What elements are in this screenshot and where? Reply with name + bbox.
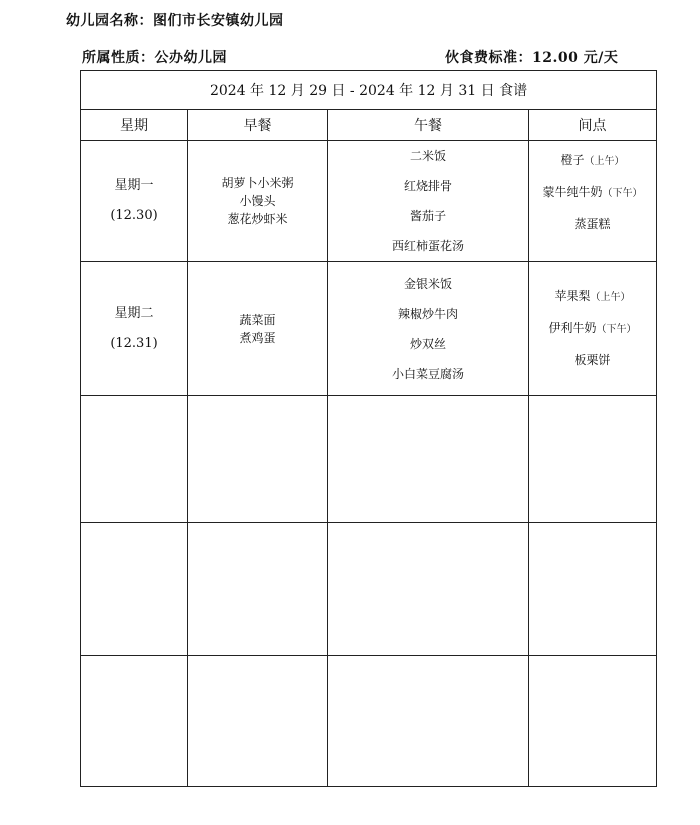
lunch-item: 酱茄子 <box>409 209 446 223</box>
lunch-item: 红烧排骨 <box>403 179 452 193</box>
empty-menu-row <box>81 656 657 787</box>
empty-cell <box>328 396 529 523</box>
lunch-item: 炒双丝 <box>409 336 446 351</box>
column-header-day: 星期 <box>81 110 188 141</box>
school-nature-line <box>82 47 227 67</box>
menu-row-monday <box>81 141 657 262</box>
snack-item: 板栗饼 <box>574 352 611 367</box>
day-cell <box>81 262 188 396</box>
fee-label: 伙食费标准： <box>445 50 532 66</box>
meal-fee-line <box>445 47 618 67</box>
empty-cell <box>529 396 657 523</box>
snack-item: 苹果梨（上午） <box>554 288 631 303</box>
menu-row-tuesday <box>81 262 657 396</box>
column-header-row <box>81 110 657 141</box>
date-range-row <box>81 71 657 110</box>
day-cell <box>81 141 188 262</box>
breakfast-item: 胡萝卜小米粥 <box>221 176 294 190</box>
breakfast-item: 煮鸡蛋 <box>239 330 276 345</box>
snack-time-note: （上午） <box>590 291 631 303</box>
breakfast-cell <box>188 262 328 396</box>
empty-cell <box>328 656 529 787</box>
snack-cell <box>529 262 657 396</box>
snack-time-note: （下午） <box>596 323 637 335</box>
column-header-breakfast: 早餐 <box>188 110 328 141</box>
empty-cell <box>81 523 188 656</box>
weekly-menu-table <box>80 70 657 787</box>
column-header-snack: 间点 <box>529 110 657 141</box>
day-name: 星期一 <box>114 178 154 193</box>
nature-label: 所属性质： <box>82 50 155 66</box>
empty-cell <box>188 523 328 656</box>
lunch-cell <box>328 262 529 396</box>
empty-cell <box>328 523 529 656</box>
school-name: 图们市长安镇幼儿园 <box>153 13 284 29</box>
snack-cell <box>529 141 657 262</box>
lunch-item: 二米饭 <box>409 149 446 163</box>
empty-cell <box>529 656 657 787</box>
empty-cell <box>81 396 188 523</box>
snack-time-note: （上午） <box>584 156 625 167</box>
snack-item: 蒸蛋糕 <box>574 217 611 231</box>
breakfast-item: 小馒头 <box>239 194 276 208</box>
snack-item: 蒙牛纯牛奶（下午） <box>542 185 643 199</box>
column-header-lunch: 午餐 <box>328 110 529 141</box>
lunch-item: 金银米饭 <box>403 276 452 291</box>
nature-value: 公办幼儿园 <box>154 50 227 66</box>
snack-time-note: （下午） <box>602 188 643 199</box>
lunch-cell <box>328 141 529 262</box>
empty-menu-row <box>81 396 657 523</box>
breakfast-item: 葱花炒虾米 <box>227 212 288 226</box>
school-label: 幼儿园名称： <box>66 13 153 29</box>
empty-cell <box>529 523 657 656</box>
lunch-item: 辣椒炒牛肉 <box>397 306 458 321</box>
day-name: 星期二 <box>114 305 154 321</box>
lunch-item: 小白菜豆腐汤 <box>391 366 464 381</box>
date-range-title: 2024 年 12 月 29 日 - 2024 年 12 月 31 日 食谱 <box>81 71 657 110</box>
day-date: (12.31) <box>110 335 158 351</box>
empty-cell <box>188 656 328 787</box>
school-name-line <box>66 10 284 30</box>
empty-cell <box>81 656 188 787</box>
day-date: (12.30) <box>110 208 158 223</box>
fee-value: 12.00 <box>532 50 579 66</box>
lunch-item: 西红柿蛋花汤 <box>391 239 464 253</box>
breakfast-cell <box>188 141 328 262</box>
snack-item: 橙子（上午） <box>560 153 625 167</box>
breakfast-item: 蔬菜面 <box>239 312 276 327</box>
empty-menu-row <box>81 523 657 656</box>
fee-unit: 元/天 <box>578 50 619 66</box>
snack-item: 伊利牛奶（下午） <box>548 320 637 335</box>
empty-cell <box>188 396 328 523</box>
